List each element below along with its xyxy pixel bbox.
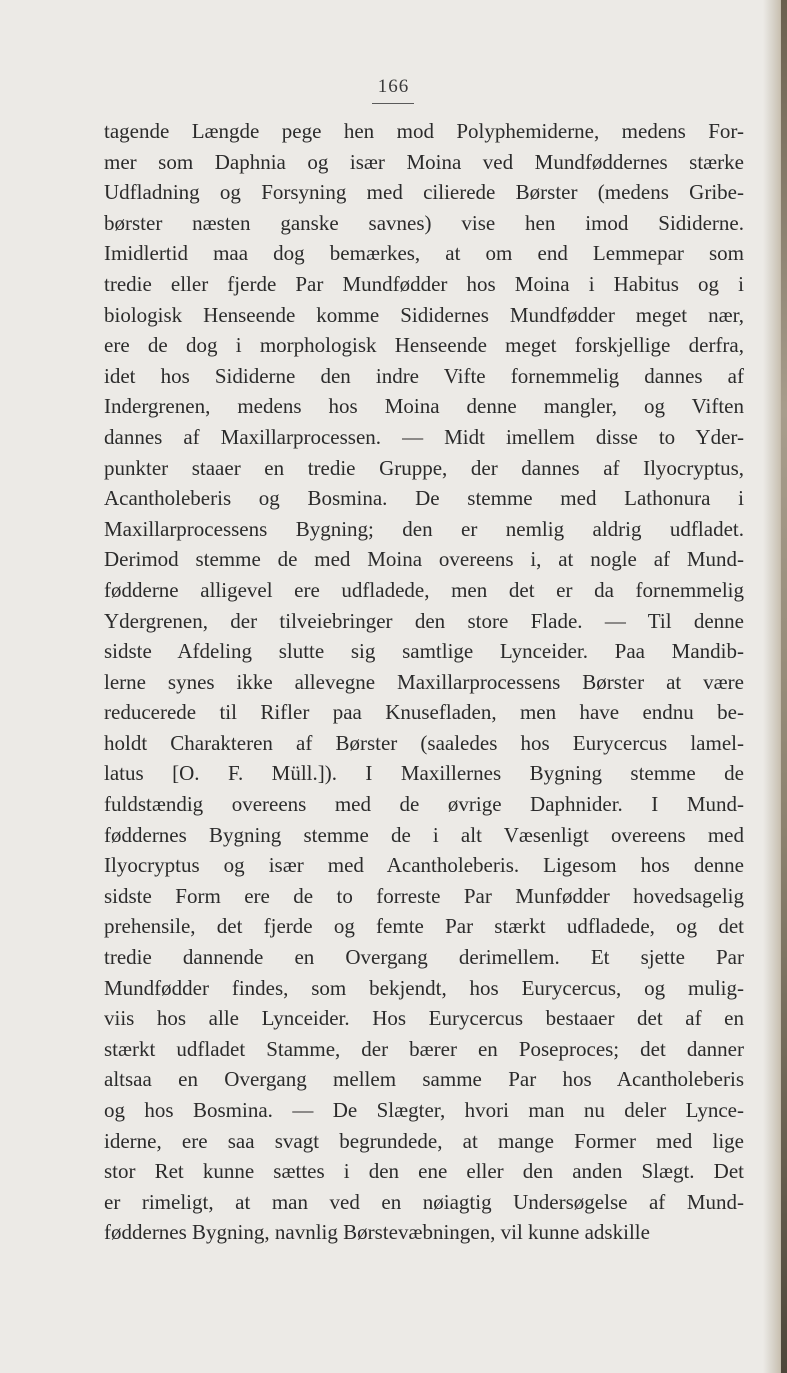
- body-text: [104, 116, 744, 1248]
- text-line: Indergrenen, medens hos Moina denne mangler, og Viften: [104, 394, 744, 419]
- text-line: iderne, ere saa svagt begrundede, at mange Former med lige: [104, 1128, 744, 1153]
- text-line: stor Ret kunne sættes i den ene eller den anden Slægt. Det: [104, 1159, 744, 1184]
- text-line: latus [O. F. Müll.]). I Maxillernes Bygning stemme de: [104, 761, 744, 786]
- text-line: dannes af Maxillarprocessen. — Midt imellem disse to Yder-: [104, 424, 744, 449]
- text-line: sidste Afdeling slutte sig samtlige Lynceider. Paa Mandib-: [104, 639, 744, 664]
- text-line: Acantholeberis og Bosmina. De stemme med Lathonura i: [104, 486, 744, 511]
- text-line: Ilyocryptus og især med Acantholeberis. Ligesom hos denne: [104, 853, 744, 878]
- text-line: mer som Daphnia og især Moina ved Mundføddernes stærke: [104, 149, 744, 174]
- text-line: lerne synes ikke allevegne Maxillarprocessens Børster at være: [104, 669, 744, 694]
- text-line: tredie dannende en Overgang derimellem. Et sjette Par: [104, 945, 744, 970]
- text-line: idet hos Sididerne den indre Vifte fornemmelig dannes af: [104, 363, 744, 388]
- text-line: reducerede til Rifler paa Knusefladen, men have endnu be-: [104, 700, 744, 725]
- text-line: og hos Bosmina. — De Slægter, hvori man nu deler Lynce-: [104, 1098, 744, 1122]
- text-line: stærkt udfladet Stamme, der bærer en Poseproces; det danner: [104, 1036, 744, 1061]
- text-line: føddernes Bygning stemme de i alt Væsenligt overeens med: [104, 822, 744, 847]
- text-line: Mundfødder findes, som bekjendt, hos Eurycercus, og mulig-: [104, 975, 744, 1000]
- page-number-rule: [372, 103, 414, 104]
- text-line: holdt Charakteren af Børster (saaledes hos Eurycercus lamel-: [104, 730, 744, 755]
- text-line: er rimeligt, at man ved en nøiagtig Undersøgelse af Mund-: [104, 1189, 744, 1214]
- text-line: fødderne alligevel ere udfladede, men det er da fornemmelig: [104, 577, 744, 602]
- page-number: 166: [377, 76, 410, 97]
- text-line: Udfladning og Forsyning med cilierede Børster (medens Gribe-: [104, 180, 744, 205]
- text-line: ere de dog i morphologisk Henseende meget forskjellige derfra,: [104, 333, 744, 358]
- text-line: børster næsten ganske savnes) vise hen imod Sididerne.: [104, 210, 744, 235]
- text-line: Ydergrenen, der tilveiebringer den store Flade. — Til denne: [104, 608, 744, 633]
- page-edge: [781, 0, 787, 1373]
- text-line: føddernes Bygning, navnlig Børstevæbningen, vil kunne adskille: [104, 1220, 650, 1245]
- text-line: tredie eller fjerde Par Mundfødder hos Moina i Habitus og i: [104, 271, 744, 296]
- text-line: biologisk Henseende komme Sididernes Mundfødder meget nær,: [104, 302, 744, 327]
- text-line: sidste Form ere de to forreste Par Munfødder hovedsagelig: [104, 883, 744, 908]
- text-line: Derimod stemme de med Moina overeens i, at nogle af Mund-: [104, 547, 744, 572]
- text-line: fuldstændig overeens med de øvrige Daphnider. I Mund-: [104, 792, 744, 817]
- text-line: tagende Længde pege hen mod Polyphemiderne, medens For-: [104, 119, 744, 143]
- text-line: viis hos alle Lynceider. Hos Eurycercus bestaaer det af en: [104, 1006, 744, 1031]
- text-line: Imidlertid maa dog bemærkes, at om end Lemmepar som: [104, 241, 744, 266]
- text-line: Maxillarprocessens Bygning; den er nemlig aldrig udfladet.: [104, 516, 744, 541]
- text-line: altsaa en Overgang mellem samme Par hos Acantholeberis: [104, 1067, 744, 1092]
- text-line: punkter staaer en tredie Gruppe, der dannes af Ilyocryptus,: [104, 455, 744, 480]
- text-line: prehensile, det fjerde og femte Par stærkt udfladede, og det: [104, 914, 744, 939]
